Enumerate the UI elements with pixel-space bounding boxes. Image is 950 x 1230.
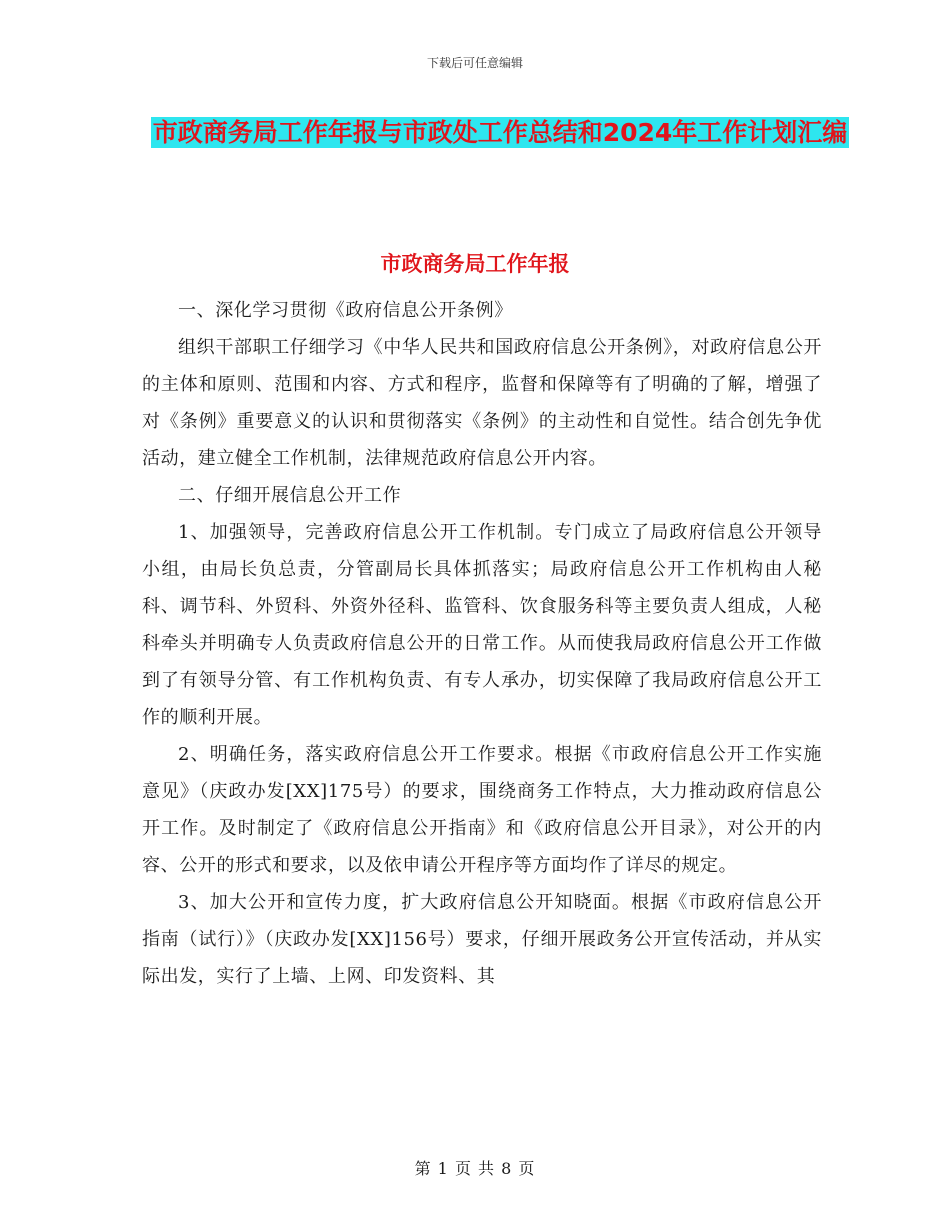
paragraph-heading-1: 一、深化学习贯彻《政府信息公开条例》 bbox=[178, 300, 513, 321]
section-title: 市政商务局工作年报 bbox=[380, 252, 570, 276]
body-text bbox=[142, 292, 822, 995]
document-title-text: 市政商务局工作年报与市政处工作总结和2024年工作计划汇编 bbox=[152, 118, 848, 147]
document-title bbox=[140, 112, 860, 154]
paragraph: 组织干部职工仔细学习《中华人民共和国政府信息公开条例》，对政府信息公开的主体和原则、范围和内容、方式和程序，监督和保障等有了明确的了解，增强了对《条例》重要意义的认识和贯彻落实《条例》的主动性和自觉性。结合创先争优活动，建立健全工作机制，法律规范政府信息公开内容。 bbox=[142, 337, 822, 469]
paragraph: 3、加大公开和宣传力度，扩大政府信息公开知晓面。根据《市政府信息公开指南（试行）》（庆政办发[XX]156号）要求，仔细开展政务公开宣传活动，并从实际出发，实行了上墙、上网、印发资料、其 bbox=[142, 892, 822, 987]
paragraph: 2、明确任务，落实政府信息公开工作要求。根据《市政府信息公开工作实施意见》（庆政办发[XX]175号）的要求，围绕商务工作特点，大力推动政府信息公开工作。及时制定了《政府信息公开指南》和《政府信息公开目录》，对公开的内容、公开的形式和要求，以及依申请公开程序等方面均作了详尽的规定。 bbox=[142, 744, 822, 876]
paragraph: 1、加强领导，完善政府信息公开工作机制。专门成立了局政府信息公开领导小组，由局长负总责，分管副局长具体抓落实；局政府信息公开工作机构由人秘科、调节科、外贸科、外资外径科、监管科、饮食服务科等主要负责人组成，人秘科牵头并明确专人负责政府信息公开的日常工作。从而使我局政府信息公开工作做到了有领导分管、有工作机构负责、有专人承办，切实保障了我局政府信息公开工作的顺利开展。 bbox=[142, 522, 822, 728]
header-note: 下载后可任意编辑 bbox=[426, 56, 523, 70]
page-footer: 第 1 页 共 8 页 bbox=[414, 1159, 536, 1178]
paragraph-heading-2: 二、仔细开展信息公开工作 bbox=[178, 485, 402, 506]
